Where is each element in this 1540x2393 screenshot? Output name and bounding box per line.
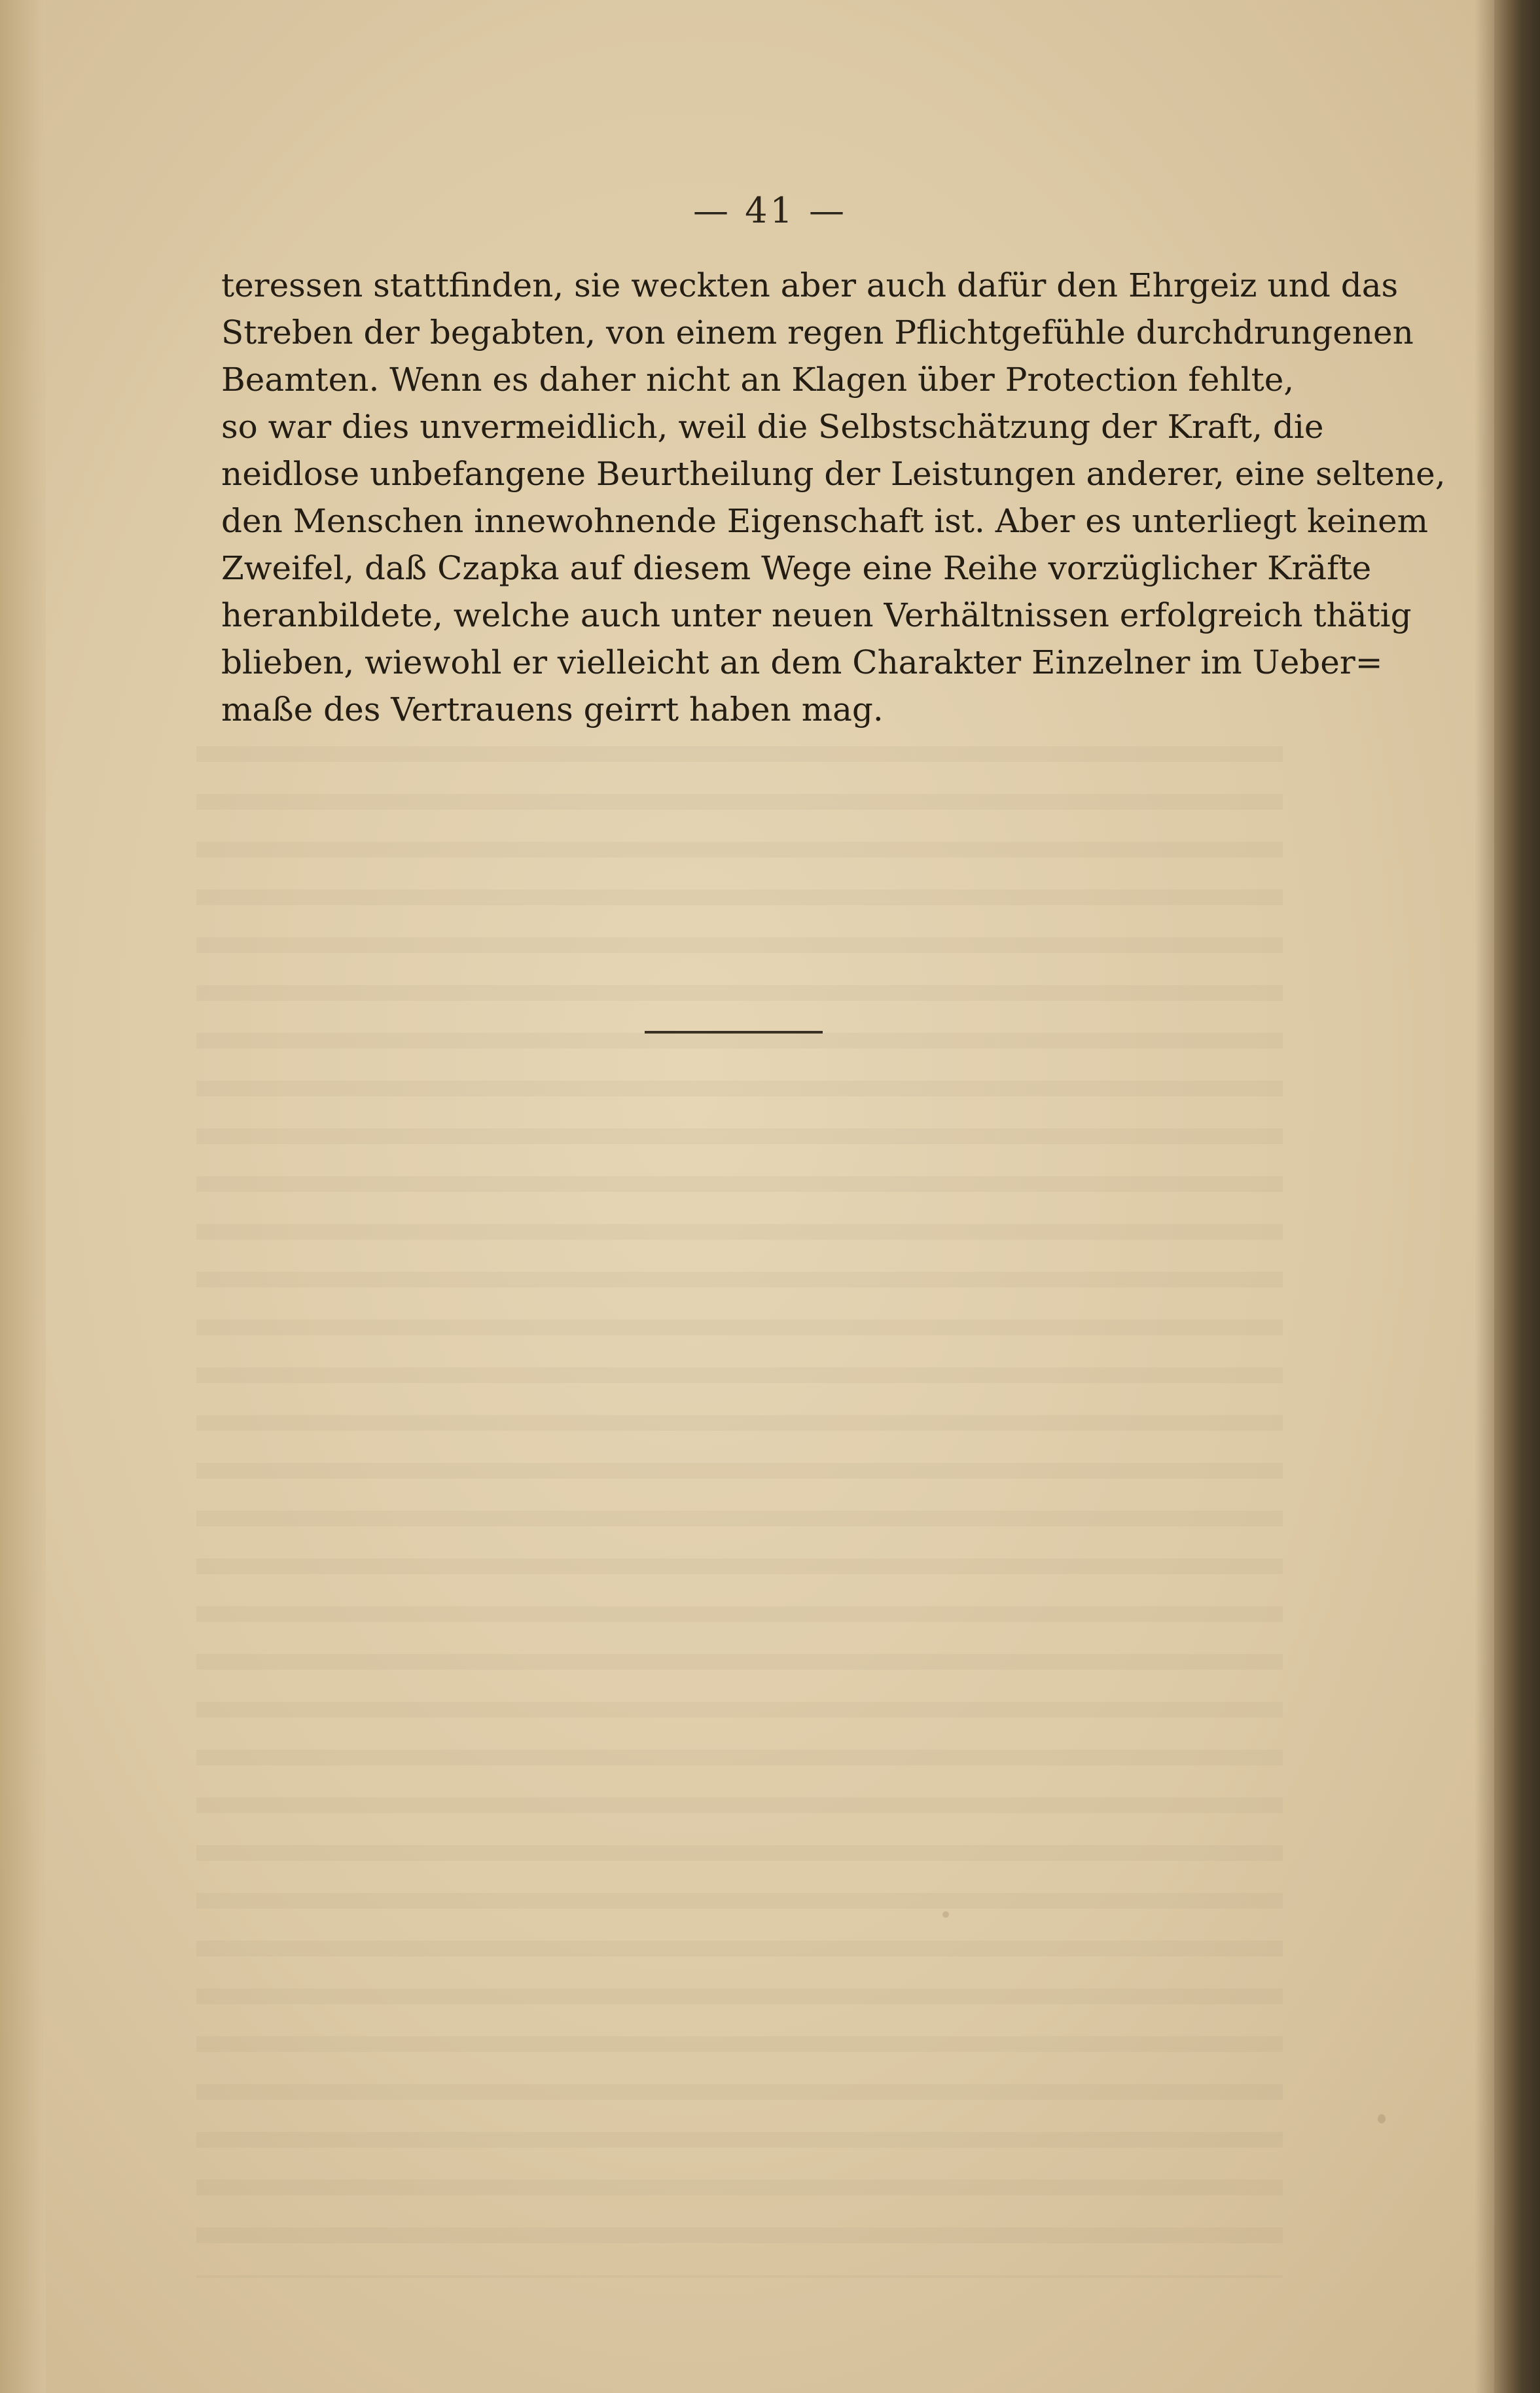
show-through-texture — [196, 746, 1283, 2278]
text-line: Zweifel, daß Czapka auf diesem Wege eine Reihe vorzüglicher Kräfte — [221, 549, 1372, 587]
text-line: so war dies unvermeidlich, weil die Selbstschätzung der Kraft, die — [221, 408, 1324, 446]
text-line: Beamten. Wenn es daher nicht an Klagen über Protection fehlte, — [221, 361, 1295, 399]
spine-shadow — [0, 0, 46, 2393]
text-line: maße des Vertrauens geirrt haben mag. — [221, 691, 884, 729]
section-divider-rule — [645, 1031, 823, 1034]
book-edge — [1494, 0, 1540, 2393]
text-line: neidlose unbefangene Beurtheilung der Leistungen anderer, eine seltene, — [221, 455, 1446, 493]
text-line: heranbildete, welche auch unter neuen Verhältnissen erfolgreich thätig — [221, 596, 1412, 634]
page-number: — 41 — — [692, 190, 848, 231]
paper-stain — [942, 1911, 949, 1918]
text-line: teressen stattfinden, sie weckten aber auch dafür den Ehrgeiz und das — [221, 266, 1399, 304]
body-text — [221, 262, 1446, 733]
text-line: den Menschen innewohnende Eigenschaft ist. Aber es unterliegt keinem — [221, 502, 1429, 540]
text-line: blieben, wiewohl er vielleicht an dem Charakter Einzelner im Ueber= — [221, 643, 1383, 681]
paper-stain — [1378, 2114, 1386, 2123]
page-edge-shadow — [1475, 0, 1494, 2393]
text-line: Streben der begabten, von einem regen Pflichtgefühle durchdrungenen — [221, 314, 1414, 351]
